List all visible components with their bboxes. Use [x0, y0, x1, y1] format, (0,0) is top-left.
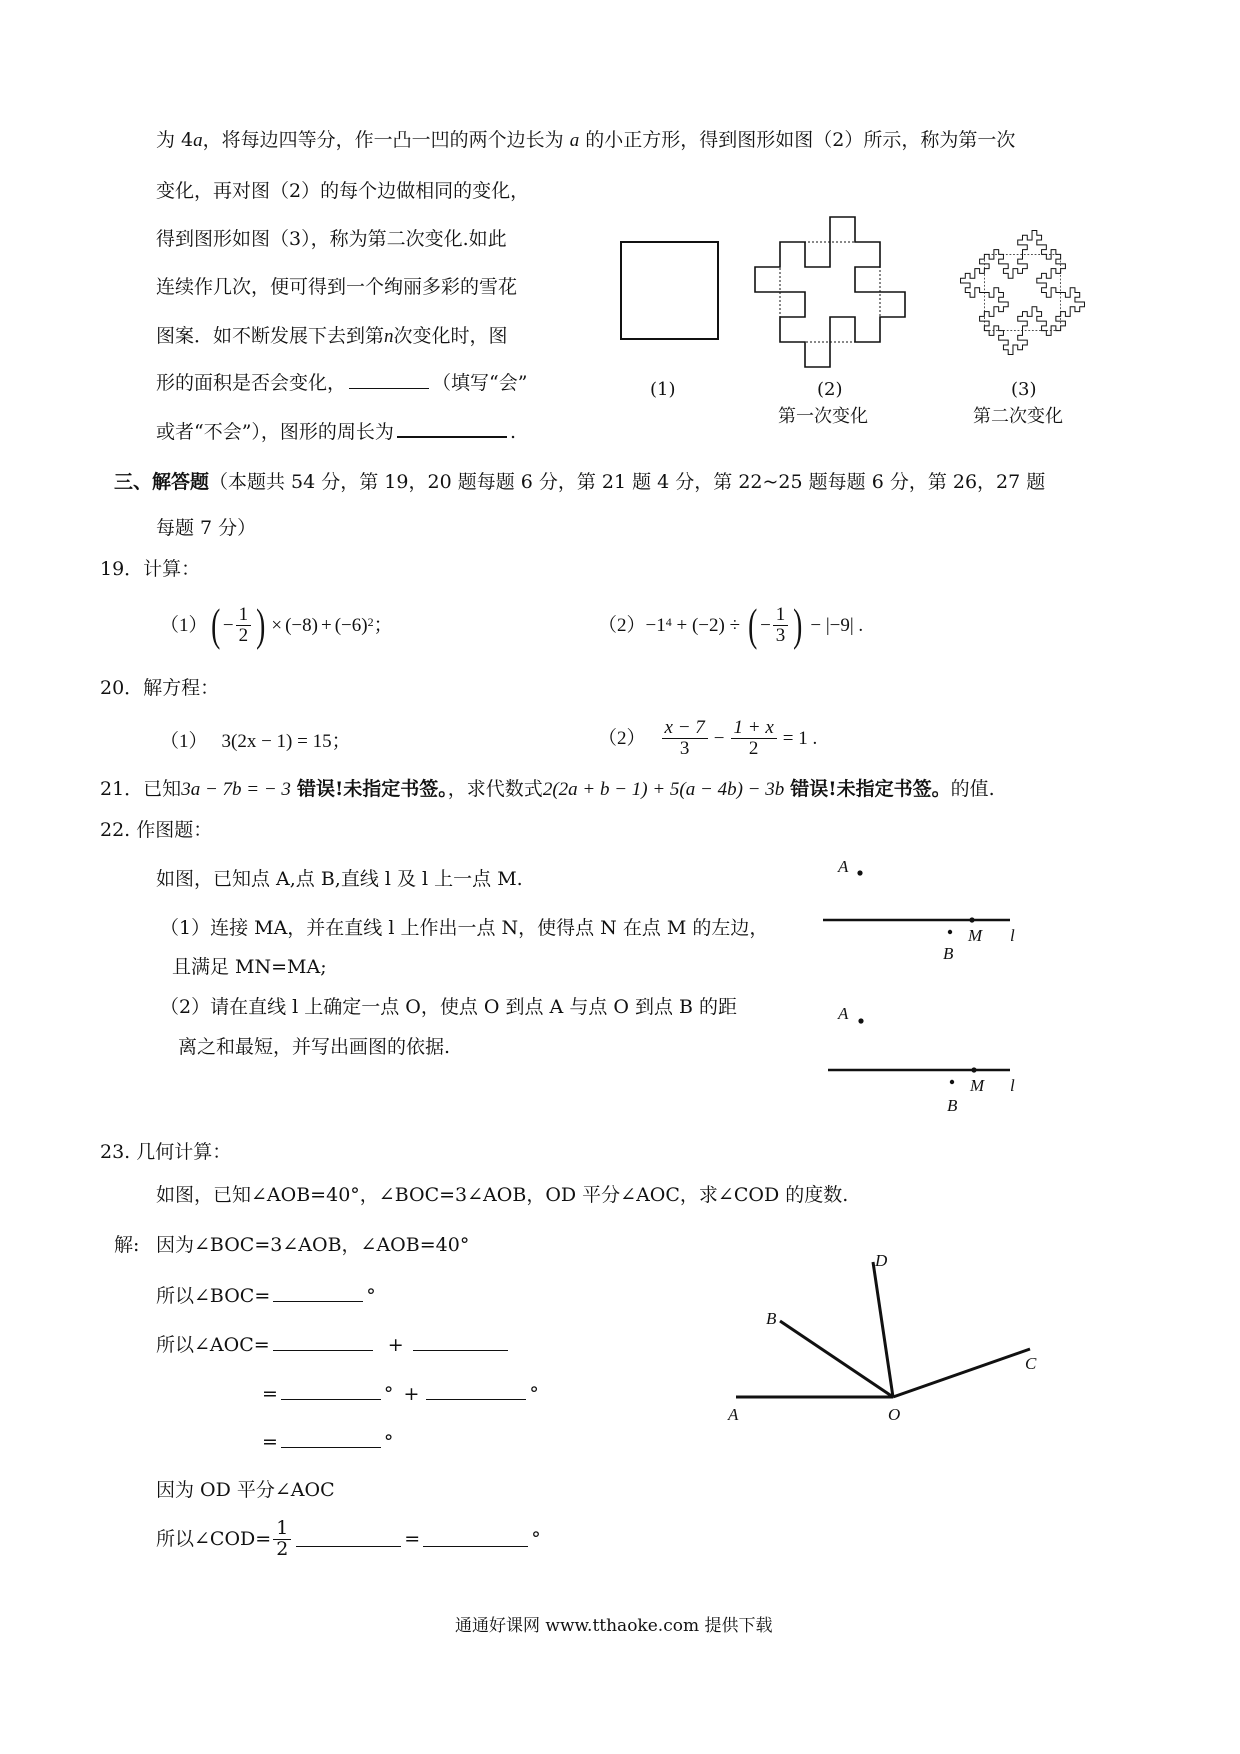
q18-line-4: 连续作几次，便可得到一个绚丽多彩的雪花 — [156, 276, 518, 298]
q19-part-1: （1） ( − $\frac{1}{2}$ ) × (−8) + (−6) 2 ； — [160, 599, 393, 650]
q23-solution-lead: 解: — [114, 1234, 140, 1256]
figure-caption-3-sub: 第二次变化 — [973, 406, 1063, 427]
figure-caption-2-sub: 第一次变化 — [778, 406, 868, 427]
q22-d1-label-b: B — [943, 944, 954, 963]
section-3-heading: 三、解答题（本题共 54 分，第 19，20 题每题 6 分，第 21 题 4 分，第 22~25 题每题 6 分，第 26，27 题 — [114, 471, 1046, 493]
q23-label-a: A — [728, 1405, 739, 1424]
q23-label-c: C — [1025, 1354, 1037, 1373]
aoc-blank-1[interactable] — [273, 1349, 373, 1351]
q22-part-2-line-2: 离之和最短，并写出画图的依据. — [178, 1036, 451, 1058]
section-3-desc-2: 每题 7 分） — [156, 517, 257, 539]
q23-label-b: B — [766, 1309, 777, 1328]
q23-step-1: 因为∠BOC=3∠AOB，∠AOB=40° — [156, 1234, 470, 1256]
figure-square — [620, 240, 720, 340]
figure-caption-3: (3) — [1011, 379, 1037, 400]
q21-line: 21．已知3a − 7b = − 3 错误!未指定书签。，求代数式2(2a + b − 1) + 5(a − 4b) − 3b 错误!未指定书签。的值. — [100, 778, 995, 800]
aoc-blank-2[interactable] — [413, 1349, 508, 1351]
page-footer: 通通好课网 www.tthaoke.com 提供下载 — [455, 1616, 773, 1636]
q23-label-o: O — [888, 1405, 901, 1424]
q22-d1-label-l: l — [1010, 926, 1015, 945]
q22-diagram-1 — [820, 855, 1020, 965]
q19-title: 19．计算： — [100, 558, 201, 580]
figure-caption-1: (1) — [650, 379, 676, 400]
aoc-value-blank-1[interactable] — [281, 1398, 381, 1400]
figure-second-change — [935, 205, 1110, 380]
q23-step-7: 所以∠COD= $\frac{1}{2}$ = ° — [156, 1517, 541, 1560]
q22-d1-label-a: A — [838, 857, 849, 876]
q18-line-1: 为 4a，将每边四等分，作一凸一凹的两个边长为 a 的小正方形，得到图形如图（2）所示，称为第一次 — [156, 129, 1016, 151]
q22-part-1-line-2: 且满足 MN=MA; — [172, 956, 327, 978]
q23-step-6: 因为 OD 平分∠AOC — [156, 1479, 335, 1501]
cod-blank-1[interactable] — [296, 1545, 401, 1547]
q20-title: 20．解方程： — [100, 677, 220, 699]
q18-line-5: 图案．如不断发展下去到第n次变化时，图 — [156, 325, 508, 347]
q22-part-2-line-1: （2）请在直线 l 上确定一点 O，使点 O 到点 A 与点 O 到点 B 的距 — [160, 996, 738, 1018]
q23-title: 23. 几何计算： — [100, 1141, 232, 1163]
area-change-blank[interactable] — [349, 387, 429, 389]
q18-line-7: 或者“不会”），图形的周长为 . — [156, 421, 516, 443]
q22-intro: 如图，已知点 A,点 B,直线 l 及 l 上一点 M. — [156, 868, 523, 890]
q23-label-d: D — [875, 1251, 888, 1270]
q22-title: 22. 作图题： — [100, 819, 213, 841]
q20-part-2: （2） $\frac{x - 7}{3}$ − $\frac{1 + x}{2}$ = 1 . — [598, 717, 818, 759]
figure-caption-2: (2) — [817, 379, 843, 400]
perimeter-blank[interactable] — [397, 435, 507, 438]
q22-diagram-2 — [825, 1005, 1025, 1115]
q18-line-3: 得到图形如图（3），称为第二次变化.如此 — [156, 228, 507, 250]
q23-step-3: 所以∠AOC= + — [156, 1336, 511, 1355]
q22-d2-label-m: M — [970, 1076, 985, 1095]
q19-part-2: （2） −1 4 + (−2) ÷ ( − $\frac{1}{3}$ ) − |−9| . — [598, 599, 864, 650]
q20-part-1: （1） 3(2x − 1) = 15； — [160, 731, 351, 752]
q22-part-1-line-1: （1）连接 MA，并在直线 l 上作出一点 N，使得点 N 在点 M 的左边， — [160, 917, 769, 939]
boc-blank[interactable] — [273, 1300, 363, 1302]
q23-intro: 如图，已知∠AOB=40°，∠BOC=3∠AOB，OD 平分∠AOC，求∠COD 的度数. — [156, 1184, 849, 1206]
aoc-value-blank-2[interactable] — [426, 1398, 526, 1400]
figure-first-change — [750, 212, 910, 372]
q22-d2-label-a: A — [838, 1004, 849, 1023]
q23-step-2: 所以∠BOC= ° — [156, 1285, 376, 1307]
q22-d1-label-m: M — [968, 926, 983, 945]
aoc-total-blank[interactable] — [281, 1446, 381, 1448]
q23-angle-diagram — [730, 1250, 1060, 1420]
q23-step-4: = ° + ° — [262, 1383, 539, 1405]
q18-line-2: 变化，再对图（2）的每个边做相同的变化， — [156, 180, 530, 202]
cod-blank-2[interactable] — [423, 1545, 528, 1547]
q23-step-5: = ° — [262, 1431, 394, 1453]
q22-d2-label-l: l — [1010, 1076, 1015, 1095]
q22-d2-label-b: B — [947, 1096, 958, 1115]
q18-line-6: 形的面积是否会变化， （填写“会” — [156, 372, 528, 394]
